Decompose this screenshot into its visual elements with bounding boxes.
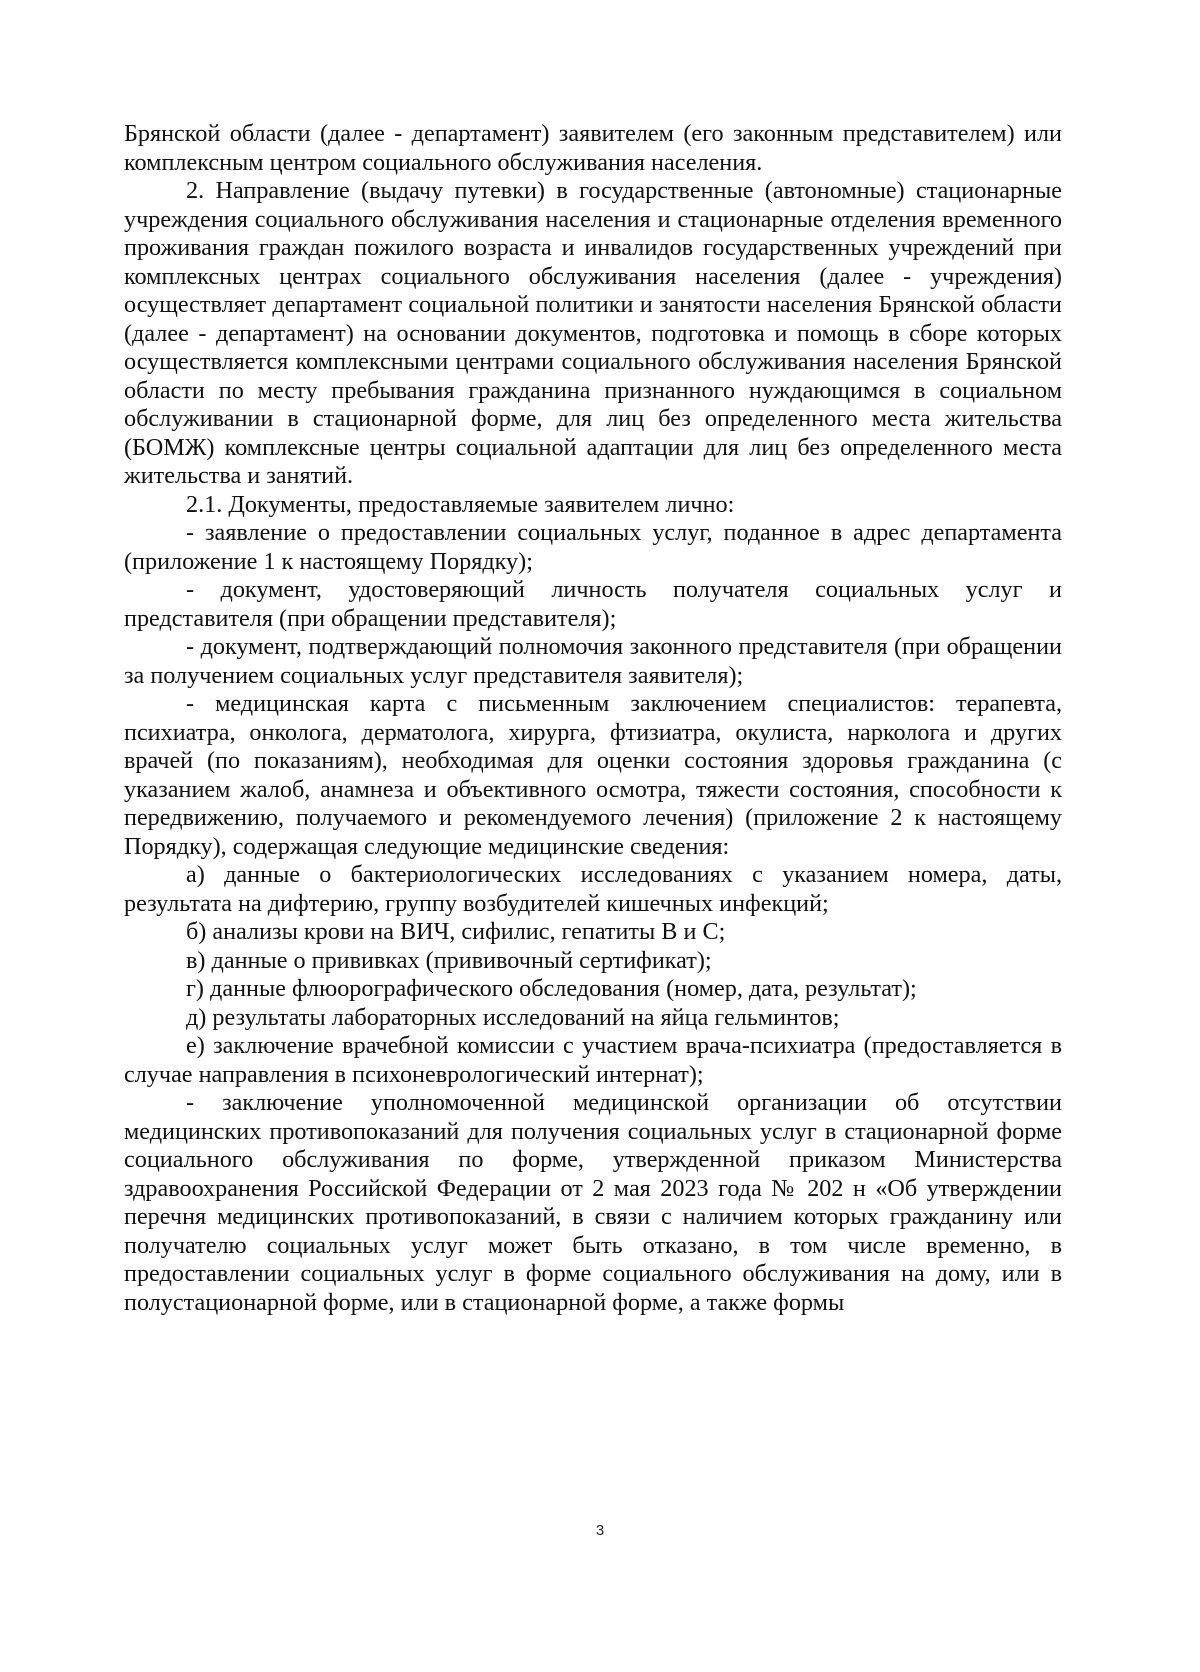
sub-item-g: г) данные флюорографического обследования (номер, дата, результат); [186,975,917,1002]
sub-item-v: в) данные о прививках (прививочный сертификат); [186,946,712,974]
sub-item-b: б) анализы крови на ВИЧ, сифилис, гепатиты В и С; [186,918,726,945]
page-number: 3 [595,1522,605,1539]
list-item-authority-document: - документ, подтверждающий полномочия законного представителя (при обращении за получением социальных услуг представителя заявителя); [124,633,1062,689]
list-item-medical-card: - медицинская карта с письменным заключением специалистов: терапевта, психиатра, онколога, дерматолога, хирурга, фтизиатра, окулиста, нарколога и других врачей (по показаниям), необходимая для оценки состояния здоровья гражданина (с указанием жалоб, анамнеза и объективного осмотра, тяжести состояния, способности к передвижению, получаемого и рекомендуемого лечения) (приложение 2 к настоящему Порядку), содержащая следующие медицинские сведения: [124,690,1062,860]
sub-item-e: е) заключение врачебной комиссии с участием врача-психиатра (предоставляется в случае направления в психоневрологический интернат); [124,1032,1062,1088]
document-body [124,120,1062,1317]
sub-item-a: а) данные о бактериологических исследованиях с указанием номера, даты, результата на дифтерию, группу возбудителей кишечных инфекций; [124,861,1062,917]
list-item-application: - заявление о предоставлении социальных услуг, поданное в адрес департамента (приложение 1 к настоящему Порядку); [124,519,1062,575]
paragraph-item-2-1: 2.1. Документы, предоставляемые заявителем лично: [186,490,735,518]
sub-item-d: д) результаты лабораторных исследований на яйца гельминтов; [186,1003,840,1031]
paragraph-continuation: Брянской области (далее - департамент) заявителем (его законным представителем) или комплексным центром социального обслуживания населения. [124,120,1062,176]
list-item-identity-document: - документ, удостоверяющий личность получателя социальных услуг и представителя (при обращении представителя); [124,576,1062,632]
paragraph-item-2: 2. Направление (выдачу путевки) в государственные (автономные) стационарные учреждения социального обслуживания населения и стационарные отделения временного проживания граждан пожилого возраста и инвалидов государственных учреждений при комплексных центрах социального обслуживания населения (далее - учреждения) осуществляет департамент социальной политики и занятости населения Брянской области (далее - департамент) на основании документов, подготовка и помощь в сборе которых осуществляется комплексными центрами социального обслуживания населения Брянской области по месту пребывания гражданина признанного нуждающимся в социальном обслуживании в стационарной форме, для лиц без определенного места жительства (БОМЖ) комплексные центры социальной адаптации для лиц без определенного места жительства и занятий. [124,177,1062,489]
list-item-conclusion: - заключение уполномоченной медицинской организации об отсутствии медицинских противопоказаний для получения социальных услуг в стационарной форме социального обслуживания по форме, утвержденной приказом Министерства здравоохранения Российской Федерации от 2 мая 2023 года № 202 н «Об утверждении перечня медицинских противопоказаний, в связи с наличием которых гражданину или получателю социальных услуг может быть отказано, в том числе временно, в предоставлении социальных услуг в форме социального обслуживания на дому, или в полустационарной форме, или в стационарной форме, а также формы [124,1089,1062,1316]
